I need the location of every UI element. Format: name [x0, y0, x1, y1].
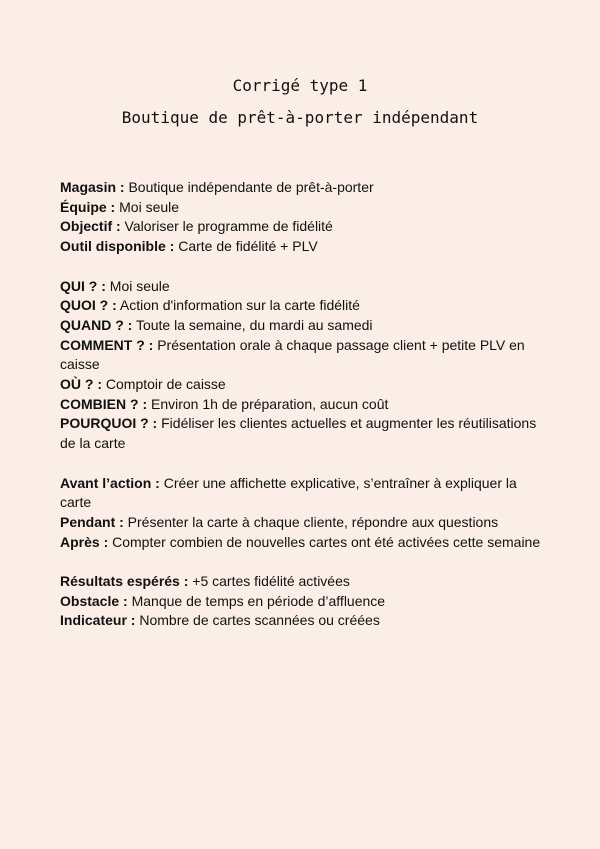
magasin-label: Magasin : — [60, 179, 125, 195]
pourquoi-label: POURQUOI ? : — [60, 415, 158, 432]
quoi-value: Action d'information sur la carte fidélité — [116, 297, 360, 314]
equipe-row — [60, 198, 550, 218]
objectif-value: Valoriser le programme de fidélité — [120, 218, 333, 235]
pendant-value: Présenter la carte à chaque cliente, répondre aux questions — [123, 513, 499, 530]
combien-row — [60, 395, 550, 415]
title-line-1: Corrigé type 1 — [232, 76, 368, 95]
quand-label: QUAND ? : — [60, 316, 133, 333]
resultats-value: +5 cartes fidélité activées — [188, 573, 350, 590]
pendant-row — [60, 513, 550, 533]
context-section — [60, 178, 550, 257]
combien-label: COMBIEN ? : — [60, 395, 148, 412]
document-title — [0, 70, 600, 134]
comment-label: COMMENT ? : — [60, 336, 154, 353]
magasin-row — [60, 178, 550, 198]
results-section — [60, 572, 550, 631]
ou-label: OÙ ? : — [60, 376, 102, 393]
avant-value: Créer une affichette explicative, s’entraîner à expliquer la carte — [60, 474, 517, 511]
pourquoi-value: Fidéliser les clientes actuelles et augmenter les réutilisations de la carte — [60, 415, 537, 452]
apres-value: Compter combien de nouvelles cartes ont été activées cette semaine — [108, 533, 541, 550]
comment-row — [60, 336, 550, 375]
comment-value: Présentation orale à chaque passage client + petite PLV en caisse — [60, 336, 525, 373]
apres-row — [60, 533, 550, 553]
ou-row — [60, 375, 550, 395]
title-line-2: Boutique de prêt-à-porter indépendant — [121, 108, 479, 127]
qui-value: Moi seule — [105, 277, 170, 294]
outil-value: Carte de fidélité + PLV — [174, 238, 318, 255]
outil-row — [60, 237, 550, 257]
equipe-label: Équipe : — [60, 198, 116, 215]
qui-label: QUI ? : — [60, 277, 106, 294]
quoi-label: QUOI ? : — [60, 297, 117, 314]
pourquoi-row — [60, 414, 550, 453]
magasin-value: Boutique indépendante de prêt-à-porter — [124, 179, 374, 195]
avant-label: Avant l’action : — [60, 474, 160, 491]
indicateur-value: Nombre de cartes scannées ou créées — [135, 612, 380, 629]
obstacle-label: Obstacle : — [60, 592, 128, 609]
resultats-label: Résultats espérés : — [60, 573, 189, 590]
apres-label: Après : — [60, 533, 109, 550]
qui-row — [60, 277, 550, 297]
indicateur-label: Indicateur : — [60, 612, 136, 629]
obstacle-row — [60, 592, 550, 612]
equipe-value: Moi seule — [115, 198, 180, 215]
indicateur-row — [60, 611, 550, 631]
avant-row — [60, 474, 550, 513]
timeline-section — [60, 474, 550, 553]
qqoqccp-section — [60, 277, 550, 454]
quand-value: Toute la semaine, du mardi au samedi — [132, 316, 373, 333]
quoi-row — [60, 296, 550, 316]
pendant-label: Pendant : — [60, 513, 124, 530]
outil-label: Outil disponible : — [60, 238, 175, 255]
quand-row — [60, 316, 550, 336]
document-content — [60, 178, 550, 651]
combien-value: Environ 1h de préparation, aucun coût — [147, 395, 389, 412]
ou-value: Comptoir de caisse — [102, 376, 226, 393]
objectif-label: Objectif : — [60, 218, 121, 235]
obstacle-value: Manque de temps en période d’affluence — [127, 592, 386, 609]
objectif-row — [60, 217, 550, 237]
resultats-row — [60, 572, 550, 592]
